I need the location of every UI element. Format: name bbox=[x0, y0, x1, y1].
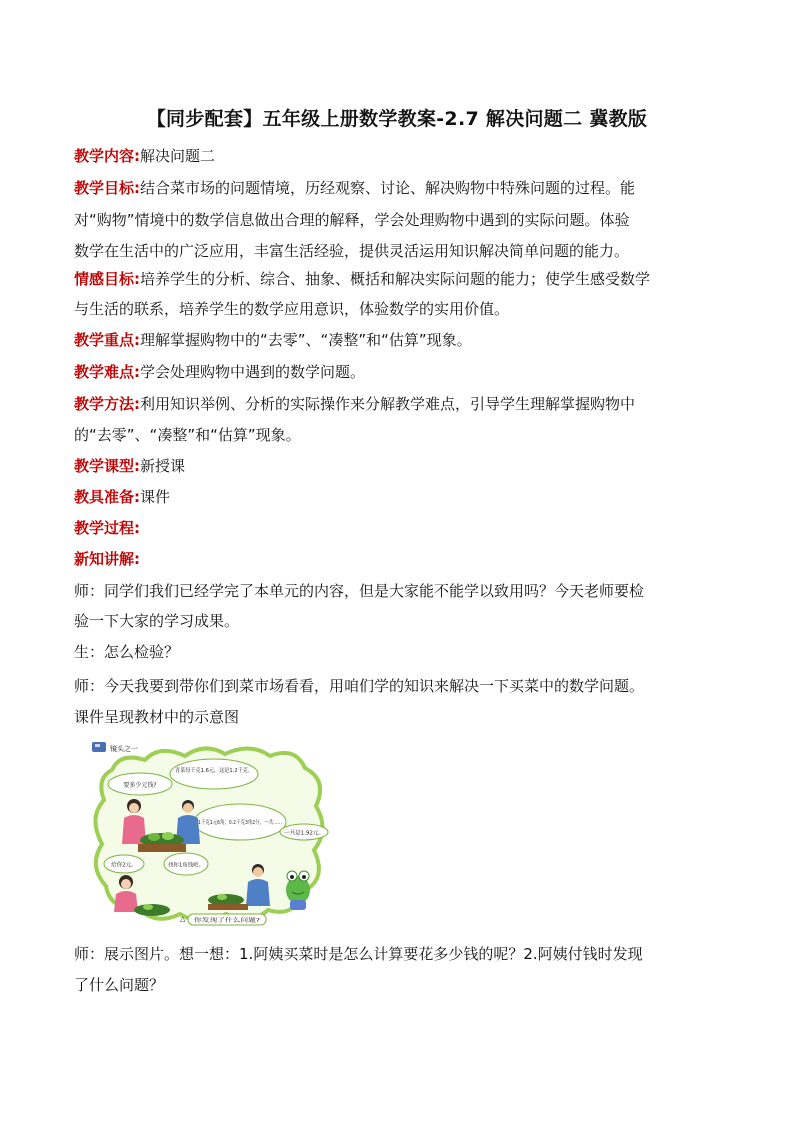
difficulty-text: 学会处理购物中遇到的数学问题。 bbox=[140, 363, 366, 381]
emotion-text-1: 培养学生的分析、综合、抽象、概括和解决实际问题的能力；使学生感受数学 bbox=[140, 270, 651, 288]
bubble-text-3: 1千克1元6角，0.2千克3角2分，一共…… bbox=[198, 820, 302, 826]
new-knowledge-label: 新知讲解: bbox=[74, 550, 140, 568]
tools-label: 教具准备: bbox=[74, 488, 140, 506]
speech-bubble bbox=[170, 759, 258, 789]
goal-label: 教学目标: bbox=[74, 179, 140, 197]
key-label: 教学重点: bbox=[74, 331, 140, 349]
figure-header: 镜头之一 bbox=[110, 745, 138, 753]
after-figure-line-1: 师：展示图片。想一想：1.阿姨买菜时是怎么计算要花多少钱的呢？2.阿姨付钱时发现 bbox=[74, 945, 643, 963]
bubble-text-1: 要多少元钱? bbox=[123, 782, 157, 789]
emotion-label: 情感目标: bbox=[74, 270, 140, 288]
content-line bbox=[74, 146, 724, 166]
emotion-line-1 bbox=[74, 269, 724, 289]
dialogue-line-5: 课件呈现教材中的示意图 bbox=[74, 708, 240, 726]
lesson-type-label: 教学课型: bbox=[74, 457, 140, 475]
tools-line bbox=[74, 487, 724, 507]
difficulty-line bbox=[74, 362, 724, 382]
dialogue-line-4: 师：今天我要到带你们到菜市场看看，用咱们学的知识来解决一下买菜中的数学问题。 bbox=[74, 677, 645, 695]
after-figure-line-2: 了什么问题？ bbox=[74, 976, 165, 994]
bubble-text-4: 一共是1.92元。 bbox=[284, 830, 324, 837]
goal-line-3: 数学在生活中的广泛应用，丰富生活经验，提供灵活运用知识解决简单问题的能力。 bbox=[74, 242, 630, 260]
document-title: 【同步配套】五年级上册数学教案-2.7 解决问题二 冀教版 bbox=[146, 108, 648, 130]
bubble-text-2: 青菜每千克1.6元，这是1.2千克。 bbox=[175, 768, 259, 774]
process-line bbox=[74, 518, 724, 538]
dialogue-line-2: 验一下大家的学习成果。 bbox=[74, 612, 240, 630]
tools-text: 课件 bbox=[140, 488, 171, 506]
goal-line-2: 对“购物”情境中的数学信息做出合理的解释，学会处理购物中遇到的实际问题。体验 bbox=[74, 211, 630, 229]
process-label: 教学过程: bbox=[74, 519, 140, 537]
lesson-type-text: 新授课 bbox=[140, 457, 186, 475]
new-knowledge-line bbox=[74, 549, 724, 569]
content-text: 解决问题二 bbox=[140, 147, 216, 165]
bubble-text-6: 找你1角钱吧。 bbox=[168, 862, 202, 869]
triangle-marker: △ bbox=[180, 915, 186, 923]
emotion-line-2: 与生活的联系，培养学生的数学应用意识，体验数学的实用价值。 bbox=[74, 300, 510, 318]
bubble-text-5: 给你2元。 bbox=[111, 862, 137, 869]
key-text: 理解掌握购物中的“去零”、“凑整”和“估算”现象。 bbox=[140, 331, 472, 349]
bubble-text-7: 你发现了什么问题? bbox=[194, 918, 241, 924]
method-text-1: 利用知识举例、分析的实际操作来分解教学难点，引导学生理解掌握购物中 bbox=[140, 395, 636, 413]
dialogue-line-1: 师：同学们我们已经学完了本单元的内容，但是大家能不能学以致用吗？今天老师要检 bbox=[74, 582, 645, 600]
goal-text-1: 结合菜市场的问题情境，历经观察、讨论、解决购物中特殊问题的过程。能 bbox=[140, 179, 636, 197]
method-line-1 bbox=[74, 394, 724, 414]
dialogue-line-3: 生：怎么检验？ bbox=[74, 643, 180, 661]
method-label: 教学方法: bbox=[74, 395, 140, 413]
key-line bbox=[74, 330, 724, 350]
difficulty-label: 教学难点: bbox=[74, 363, 140, 381]
textbook-illustration bbox=[90, 740, 330, 928]
content-label: 教学内容: bbox=[74, 147, 140, 165]
method-line-2: 的“去零”、“凑整”和“估算”现象。 bbox=[74, 426, 301, 444]
goal-line-1 bbox=[74, 178, 724, 198]
lesson-type-line bbox=[74, 456, 724, 476]
